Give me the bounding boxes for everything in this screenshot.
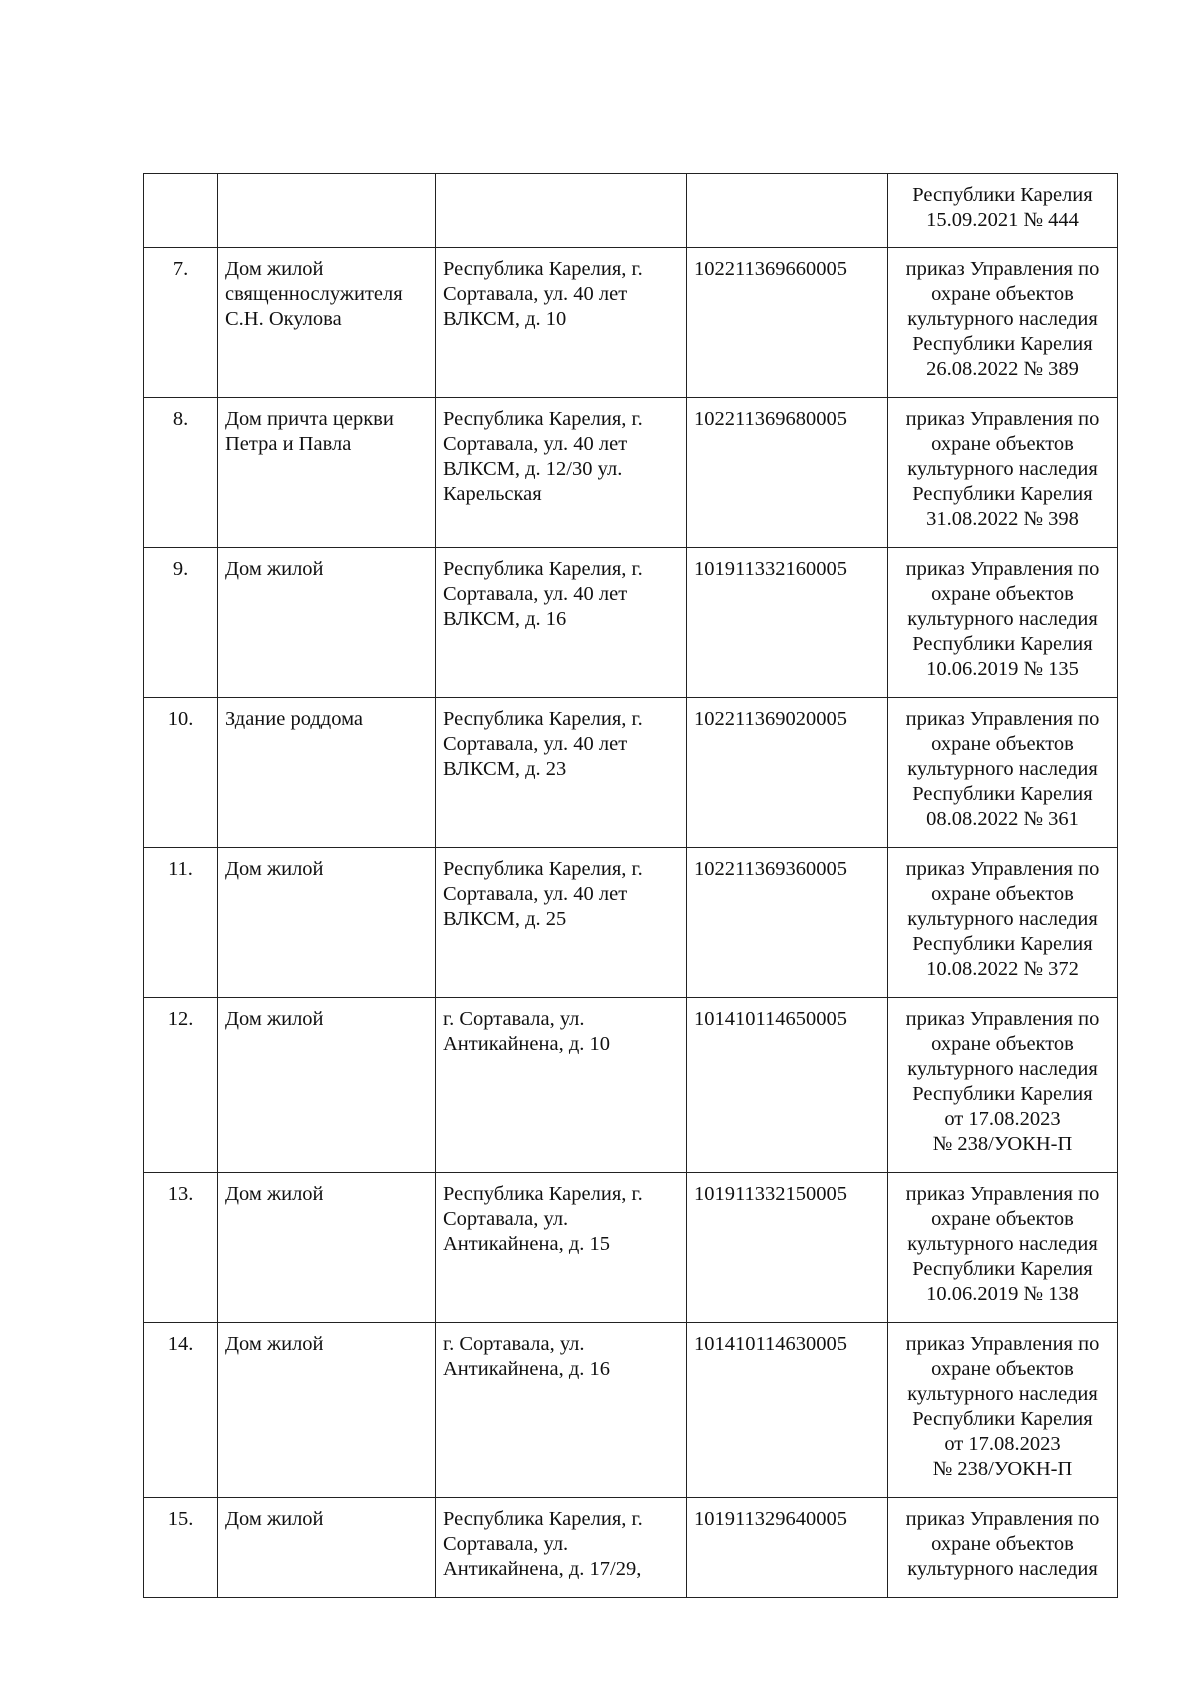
document-line: культурного наследия: [907, 1233, 1098, 1255]
document-line: № 238/УОКН-П: [932, 1133, 1073, 1155]
registration-number-cell: 101911332150005: [687, 1173, 888, 1323]
row-number-cell: 7.: [144, 248, 218, 398]
document-line: приказ Управления по: [905, 1508, 1100, 1530]
document-cell: [888, 398, 1118, 548]
document-line: культурного наследия: [907, 1058, 1098, 1080]
document-cell: [888, 248, 1118, 398]
document-line: 08.08.2022 № 361: [926, 808, 1079, 830]
document-line: Республики Карелия: [912, 333, 1093, 355]
document-line: приказ Управления по: [905, 1333, 1100, 1355]
object-name-cell: Дом жилой священнослужителя С.Н. Окулова: [218, 248, 436, 398]
table-row: [144, 1498, 1118, 1598]
registration-number-cell: 101410114650005: [687, 998, 888, 1173]
address-cell: Республика Карелия, г. Сортавала, ул. Антикайнена, д. 15: [436, 1173, 687, 1323]
table-row: [144, 698, 1118, 848]
document-line: культурного наследия: [907, 1558, 1098, 1580]
document-line: культурного наследия: [907, 908, 1098, 930]
table-row: [144, 248, 1118, 398]
document-cell: [888, 848, 1118, 998]
document-line: 10.06.2019 № 138: [926, 1283, 1079, 1305]
document-line: приказ Управления по: [905, 858, 1100, 880]
address-cell: Республика Карелия, г. Сортавала, ул. 40 лет ВЛКСМ, д. 10: [436, 248, 687, 398]
document-line: Республики Карелия: [912, 933, 1093, 955]
document-line: охране объектов: [931, 583, 1074, 605]
document-line: охране объектов: [931, 733, 1074, 755]
address-cell: г. Сортавала, ул. Антикайнена, д. 16: [436, 1323, 687, 1498]
registration-number-cell: 102211369360005: [687, 848, 888, 998]
document-line: 15.09.2021 № 444: [926, 209, 1079, 231]
row-number-cell: 12.: [144, 998, 218, 1173]
row-number-cell: 11.: [144, 848, 218, 998]
document-line: Республики Карелия: [912, 633, 1093, 655]
document-line: Республики Карелия: [912, 184, 1093, 206]
document-line: культурного наследия: [907, 1383, 1098, 1405]
row-number-cell: 15.: [144, 1498, 218, 1598]
registration-number-cell: 102211369680005: [687, 398, 888, 548]
table-row: [144, 1323, 1118, 1498]
row-number-cell: [144, 174, 218, 248]
registration-number-cell: 102211369020005: [687, 698, 888, 848]
document-line: приказ Управления по: [905, 558, 1100, 580]
row-number-cell: 14.: [144, 1323, 218, 1498]
registration-number-cell: [687, 174, 888, 248]
document-cell: [888, 174, 1118, 248]
object-name-cell: Здание роддома: [218, 698, 436, 848]
table-row: [144, 548, 1118, 698]
heritage-registry-table: [143, 173, 1118, 1598]
row-number-cell: 10.: [144, 698, 218, 848]
document-line: Республики Карелия: [912, 483, 1093, 505]
address-cell: Республика Карелия, г. Сортавала, ул. 40 лет ВЛКСМ, д. 12/30 ул. Карельская: [436, 398, 687, 548]
table-row: [144, 998, 1118, 1173]
table-row: [144, 398, 1118, 548]
address-cell: Республика Карелия, г. Сортавала, ул. Антикайнена, д. 17/29,: [436, 1498, 687, 1598]
object-name-cell: Дом жилой: [218, 1498, 436, 1598]
object-name-cell: Дом жилой: [218, 848, 436, 998]
document-line: охране объектов: [931, 1358, 1074, 1380]
registration-number-cell: 102211369660005: [687, 248, 888, 398]
document-cell: [888, 1498, 1118, 1598]
document-line: Республики Карелия: [912, 1258, 1093, 1280]
document-cell: [888, 698, 1118, 848]
address-cell: [436, 174, 687, 248]
registration-number-cell: 101911332160005: [687, 548, 888, 698]
object-name-cell: [218, 174, 436, 248]
document-line: приказ Управления по: [905, 1183, 1100, 1205]
document-line: культурного наследия: [907, 308, 1098, 330]
document-cell: [888, 998, 1118, 1173]
document-line: от 17.08.2023: [944, 1108, 1061, 1130]
object-name-cell: Дом жилой: [218, 548, 436, 698]
document-line: охране объектов: [931, 283, 1074, 305]
table-row: [144, 1173, 1118, 1323]
document-line: охране объектов: [931, 433, 1074, 455]
address-cell: г. Сортавала, ул. Антикайнена, д. 10: [436, 998, 687, 1173]
object-name-cell: Дом жилой: [218, 1173, 436, 1323]
document-cell: [888, 1173, 1118, 1323]
registry-table-body: [144, 174, 1118, 1598]
registration-number-cell: 101911329640005: [687, 1498, 888, 1598]
document-line: Республики Карелия: [912, 1408, 1093, 1430]
document-line: 26.08.2022 № 389: [926, 358, 1079, 380]
object-name-cell: Дом причта церкви Петра и Павла: [218, 398, 436, 548]
document-line: приказ Управления по: [905, 258, 1100, 280]
row-number-cell: 8.: [144, 398, 218, 548]
object-name-cell: Дом жилой: [218, 998, 436, 1173]
document-line: охране объектов: [931, 1533, 1074, 1555]
row-number-cell: 9.: [144, 548, 218, 698]
address-cell: Республика Карелия, г. Сортавала, ул. 40 лет ВЛКСМ, д. 16: [436, 548, 687, 698]
address-cell: Республика Карелия, г. Сортавала, ул. 40 лет ВЛКСМ, д. 25: [436, 848, 687, 998]
document-line: охране объектов: [931, 883, 1074, 905]
object-name-cell: Дом жилой: [218, 1323, 436, 1498]
row-number-cell: 13.: [144, 1173, 218, 1323]
document-cell: [888, 548, 1118, 698]
registration-number-cell: 101410114630005: [687, 1323, 888, 1498]
document-line: приказ Управления по: [905, 408, 1100, 430]
table-row: [144, 174, 1118, 248]
document-line: приказ Управления по: [905, 708, 1100, 730]
document-line: охране объектов: [931, 1208, 1074, 1230]
document-line: культурного наследия: [907, 608, 1098, 630]
document-line: Республики Карелия: [912, 1083, 1093, 1105]
document-line: культурного наследия: [907, 458, 1098, 480]
document-line: № 238/УОКН-П: [932, 1458, 1073, 1480]
document-line: 10.08.2022 № 372: [926, 958, 1079, 980]
document-line: Республики Карелия: [912, 783, 1093, 805]
document-cell: [888, 1323, 1118, 1498]
document-line: приказ Управления по: [905, 1008, 1100, 1030]
document-line: охране объектов: [931, 1033, 1074, 1055]
document-line: 31.08.2022 № 398: [926, 508, 1079, 530]
table-row: [144, 848, 1118, 998]
document-line: от 17.08.2023: [944, 1433, 1061, 1455]
address-cell: Республика Карелия, г. Сортавала, ул. 40 лет ВЛКСМ, д. 23: [436, 698, 687, 848]
document-line: 10.06.2019 № 135: [926, 658, 1079, 680]
document-line: культурного наследия: [907, 758, 1098, 780]
